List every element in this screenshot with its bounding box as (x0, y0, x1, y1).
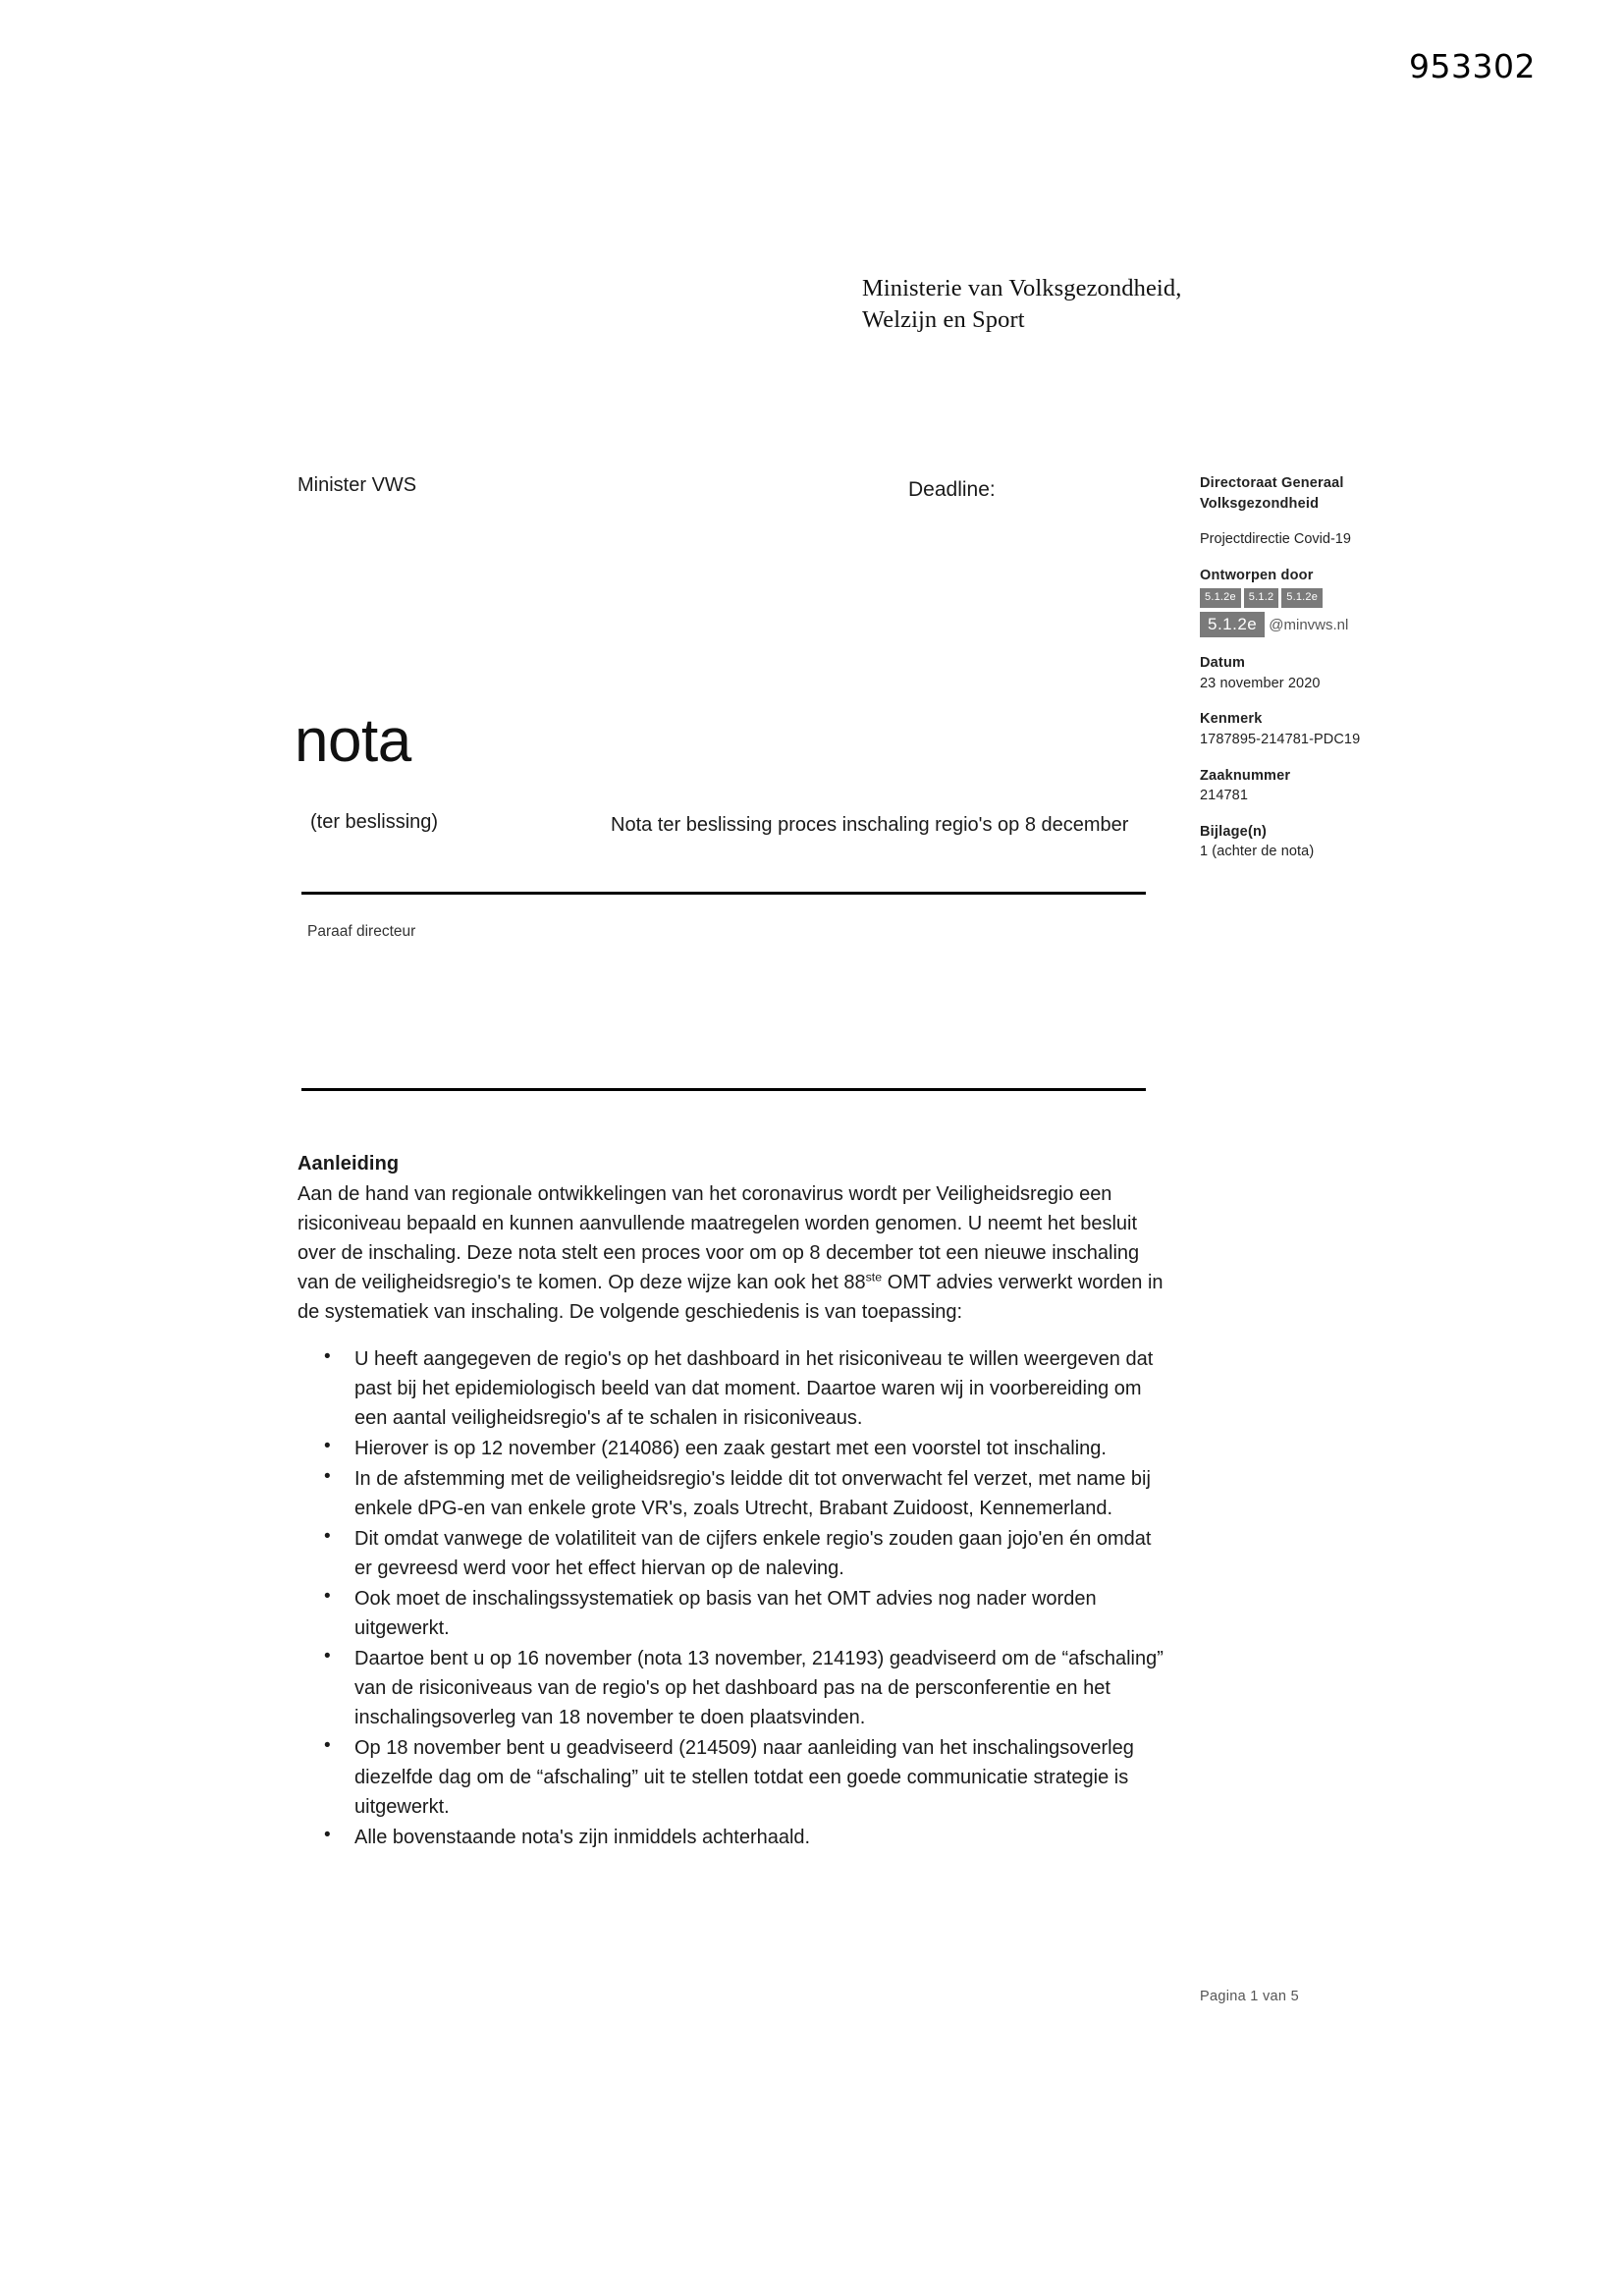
intro-text-part-2: OMT advies verwerkt worden in de systematiek van inschaling. De volgende geschiedenis is van toepassing: (298, 1272, 1164, 1323)
redaction-box: 5.1.2e (1281, 588, 1323, 608)
project-directorate: Projectdirectie Covid-19 (1200, 531, 1351, 548)
redaction-box: 5.1.2e (1200, 588, 1241, 608)
body-content (298, 1149, 1171, 1853)
list-item: • Ook moet de inschalingssystematiek op basis van het OMT advies nog nader worden uitgewerkt. (298, 1584, 1171, 1643)
list-item: • Daartoe bent u op 16 november (nota 13 november, 214193) geadviseerd om de “afschaling” van de risiconiveaus van de regio's op het dashboard pas na de persconferentie en het inschalingsoverleg van 18 november te doen plaatsvinden. (298, 1644, 1171, 1732)
redaction-box: 5.1.2 (1244, 588, 1278, 608)
reference-value: 1787895-214781-PDC19 (1200, 732, 1361, 748)
intro-text-part-1: Aan de hand van regionale ontwikkelingen van het coronavirus wordt per Veiligheidsregio een risiconiveau bepaald en kunnen aanvullende maatregelen worden genomen. U neemt het besluit over de inschaling. Deze nota stelt een proces voor om op 8 december tot een nieuwe inschaling van de veiligheidsregio's te komen. Op deze wijze kan ook het 88 (298, 1183, 1140, 1293)
directorate-line-2: Volksgezondheid (1200, 495, 1320, 512)
reference-label: Kenmerk (1200, 711, 1263, 728)
list-item: • U heeft aangegeven de regio's op het dashboard in het risiconiveau te willen weergeven dat past bij het epidemiologisch beeld van dat moment. Daartoe waren wij in voorbereiding om een aantal veiligheidsregio's af te schalen in risiconiveaus. (298, 1344, 1171, 1433)
intro-paragraph (298, 1179, 1171, 1327)
page-title: nota (295, 707, 411, 775)
directorate-line-1: Directoraat Generaal (1200, 475, 1344, 491)
designed-by-label: Ontworpen door (1200, 567, 1314, 583)
redaction-row-email (1200, 612, 1485, 637)
divider-top (301, 892, 1146, 895)
case-number-value: 214781 (1200, 788, 1248, 804)
reference-block (1200, 709, 1485, 749)
nota-subject: Nota ter beslissing proces inschaling regio's op 8 december (611, 814, 1129, 836)
nota-kind: (ter beslissing) (310, 811, 439, 833)
list-item: • In de afstemming met de veiligheidsregio's leidde dit tot onverwacht fel verzet, met name bij enkele dPG-en van enkele grote VR's, zoals Utrecht, Brabant Zuidoost, Kennemerland. (298, 1464, 1171, 1523)
addressee: Minister VWS (298, 474, 417, 496)
page-indicator: Pagina 1 van 5 (1200, 1989, 1299, 2004)
attachment-block (1200, 822, 1485, 862)
history-bullet-list (298, 1344, 1171, 1852)
attachment-label: Bijlage(n) (1200, 823, 1268, 840)
date-block (1200, 653, 1485, 693)
list-item: • Hierover is op 12 november (214086) een zaak gestart met een voorstel tot inschaling. (298, 1434, 1171, 1463)
directorate-block (1200, 473, 1485, 514)
deadline-label: Deadline: (908, 478, 996, 501)
email-domain-suffix: @minvws.nl (1269, 616, 1349, 633)
list-item: • Alle bovenstaande nota's zijn inmiddels achterhaald. (298, 1823, 1171, 1852)
list-item: • Dit omdat vanwege de volatiliteit van de cijfers enkele regio's zouden gaan jojo'en én omdat er gevreesd werd voor het effect hiervan op de naleving. (298, 1524, 1171, 1583)
section-heading-aanleiding: Aanleiding (298, 1153, 400, 1175)
ordinal-suffix: ste (865, 1270, 883, 1285)
attachment-value: 1 (achter de nota) (1200, 844, 1315, 860)
ministry-logotype (862, 273, 1181, 337)
case-number-label: Zaaknummer (1200, 767, 1291, 784)
divider-bottom (301, 1088, 1146, 1091)
paraaf-directeur-label: Paraaf directeur (307, 923, 416, 940)
scan-number: 953302 (1409, 47, 1536, 85)
redaction-box-email: 5.1.2e (1200, 612, 1265, 637)
case-number-block (1200, 766, 1485, 806)
date-label: Datum (1200, 655, 1246, 672)
designed-by-block (1200, 566, 1485, 638)
list-item: • Op 18 november bent u geadviseerd (214509) naar aanleiding van het inschalingsoverleg diezelfde dag om de “afschaling” uit te stellen totdat een goede communicatie strategie is uitgewerkt. (298, 1733, 1171, 1822)
ministry-line-1: Ministerie van Volksgezondheid, (862, 275, 1182, 301)
ministry-line-2: Welzijn en Sport (862, 306, 1025, 334)
redaction-row-names (1200, 588, 1485, 608)
metadata-column (1200, 473, 1485, 878)
date-value: 23 november 2020 (1200, 675, 1321, 691)
